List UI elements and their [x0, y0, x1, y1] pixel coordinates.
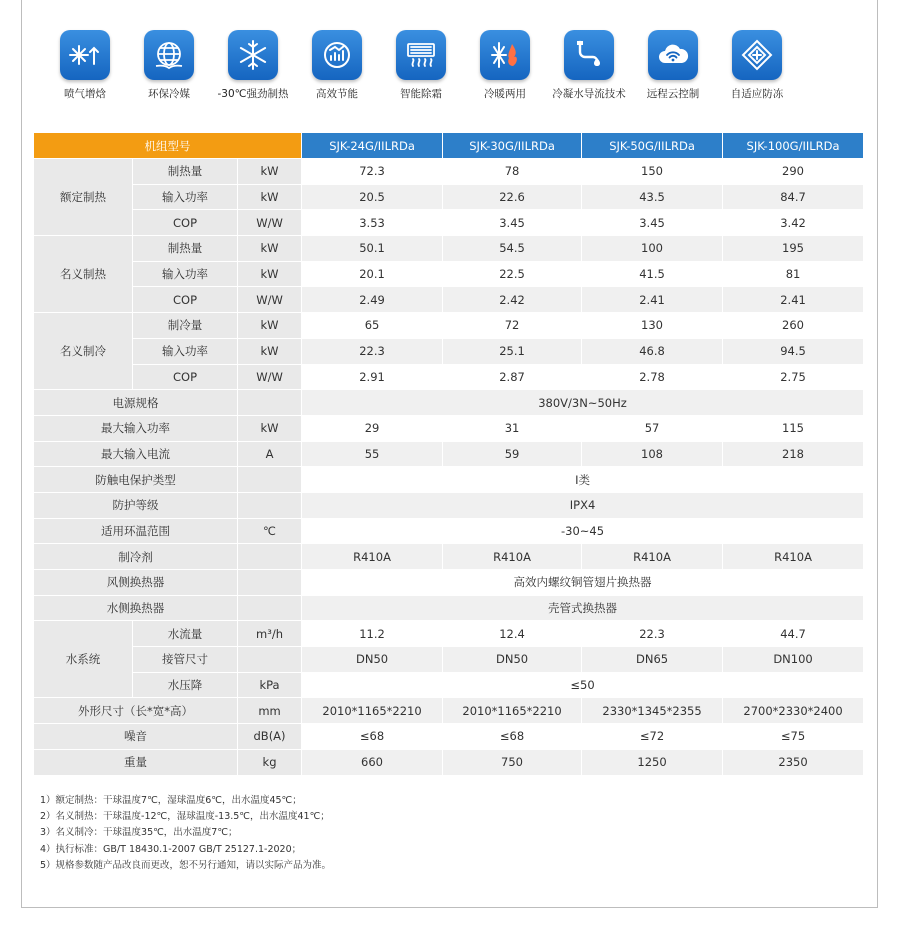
value-cell: 22.3 — [582, 621, 723, 647]
row-label: 制冷量 — [133, 313, 238, 339]
table-row — [34, 159, 864, 185]
value-cell: ≤75 — [723, 724, 864, 750]
value-cell: 2.91 — [302, 364, 443, 390]
feature-item — [40, 30, 130, 101]
row-label: 风侧换热器 — [34, 570, 238, 596]
unit-cell: mm — [238, 698, 302, 724]
row-label: 最大输入功率 — [34, 415, 238, 441]
row-label: COP — [133, 364, 238, 390]
value-cell: 41.5 — [582, 261, 723, 287]
unit-cell: kW — [238, 415, 302, 441]
row-label: 输入功率 — [133, 338, 238, 364]
row-label: 防护等级 — [34, 492, 238, 518]
row-label: 制冷剂 — [34, 544, 238, 570]
feature-label: -30℃强劲制热 — [217, 88, 289, 100]
feature-item — [292, 30, 382, 101]
snowflake-icon — [228, 30, 278, 80]
feature-item — [208, 30, 298, 101]
value-cell: 3.42 — [723, 210, 864, 236]
unit-cell: kW — [238, 236, 302, 262]
unit-cell: kW — [238, 313, 302, 339]
feature-label: 智能除霜 — [400, 88, 442, 100]
table-row — [34, 261, 864, 287]
row-label: 水侧换热器 — [34, 595, 238, 621]
value-cell: 2700*2330*2400 — [723, 698, 864, 724]
unit-cell: W/W — [238, 210, 302, 236]
row-label: 输入功率 — [133, 184, 238, 210]
row-label: 最大输入电流 — [34, 441, 238, 467]
cloud-wifi-icon — [648, 30, 698, 80]
value-cell: ≤68 — [302, 724, 443, 750]
value-cell: 43.5 — [582, 184, 723, 210]
value-cell: 2.87 — [443, 364, 582, 390]
unit-cell: W/W — [238, 287, 302, 313]
value-cell: 44.7 — [723, 621, 864, 647]
value-cell: 2.41 — [723, 287, 864, 313]
value-cell: 55 — [302, 441, 443, 467]
table-row — [34, 338, 864, 364]
table-row — [34, 518, 864, 544]
unit-cell — [238, 647, 302, 673]
value-cell: 57 — [582, 415, 723, 441]
row-label: 水压降 — [133, 672, 238, 698]
value-cell: 29 — [302, 415, 443, 441]
unit-cell: kg — [238, 749, 302, 775]
unit-cell — [238, 544, 302, 570]
table-row — [34, 544, 864, 570]
value-cell: DN50 — [443, 647, 582, 673]
value-cell: 2.41 — [582, 287, 723, 313]
table-row — [34, 492, 864, 518]
value-cell: 12.4 — [443, 621, 582, 647]
table-row — [34, 621, 864, 647]
row-label: 制热量 — [133, 236, 238, 262]
row-label: 外形尺寸（长*宽*高） — [34, 698, 238, 724]
value-cell: 195 — [723, 236, 864, 262]
row-label: 输入功率 — [133, 261, 238, 287]
value-cell: R410A — [443, 544, 582, 570]
group-label: 额定制热 — [34, 159, 133, 236]
feature-label: 高效节能 — [316, 88, 358, 100]
table-row — [34, 647, 864, 673]
feature-icons-row — [40, 30, 880, 105]
value-cell: 2.75 — [723, 364, 864, 390]
table-row — [34, 390, 864, 416]
row-label: 适用环温范围 — [34, 518, 238, 544]
value-cell: 84.7 — [723, 184, 864, 210]
row-label: 制热量 — [133, 159, 238, 185]
table-row — [34, 313, 864, 339]
value-cell: 2.42 — [443, 287, 582, 313]
table-row — [34, 210, 864, 236]
unit-cell: kW — [238, 184, 302, 210]
value-cell: 660 — [302, 749, 443, 775]
unit-cell: m³/h — [238, 621, 302, 647]
footnote: 1）额定制热：干球温度7℃，湿球温度6℃，出水温度45℃； — [40, 795, 302, 806]
value-cell: 2.78 — [582, 364, 723, 390]
table-row — [34, 364, 864, 390]
value-cell: 3.53 — [302, 210, 443, 236]
diamond-snow-icon — [732, 30, 782, 80]
table-row — [34, 184, 864, 210]
value-cell: 2.49 — [302, 287, 443, 313]
feature-item — [712, 30, 802, 101]
table-row — [34, 441, 864, 467]
footnote: 2）名义制热：干球温度-12℃，湿球温度-13.5℃，出水温度41℃； — [40, 811, 330, 823]
row-label: 防触电保护类型 — [34, 467, 238, 493]
value-cell: 22.5 — [443, 261, 582, 287]
value-cell: DN100 — [723, 647, 864, 673]
unit-cell: A — [238, 441, 302, 467]
value-cell: 壳管式换热器 — [302, 595, 864, 621]
value-cell: I类 — [302, 467, 864, 493]
value-cell: 65 — [302, 313, 443, 339]
value-cell: 2010*1165*2210 — [302, 698, 443, 724]
gauge-icon — [312, 30, 362, 80]
unit-cell: dB(A) — [238, 724, 302, 750]
feature-item — [544, 30, 634, 101]
unit-cell: kPa — [238, 672, 302, 698]
defrost-icon — [396, 30, 446, 80]
value-cell: 59 — [443, 441, 582, 467]
table-row — [34, 724, 864, 750]
value-cell: 20.5 — [302, 184, 443, 210]
value-cell: 130 — [582, 313, 723, 339]
unit-cell — [238, 570, 302, 596]
value-cell: 高效内螺纹铜管翅片换热器 — [302, 570, 864, 596]
feature-label: 环保冷媒 — [148, 88, 190, 100]
value-cell: 100 — [582, 236, 723, 262]
feature-label: 远程云控制 — [646, 88, 700, 100]
spec-table — [33, 132, 864, 776]
row-label: 水流量 — [133, 621, 238, 647]
feature-item — [376, 30, 466, 101]
value-cell: 78 — [443, 159, 582, 185]
value-cell: 72.3 — [302, 159, 443, 185]
value-cell: 25.1 — [443, 338, 582, 364]
value-cell: 22.3 — [302, 338, 443, 364]
table-row — [34, 698, 864, 724]
unit-cell: ℃ — [238, 518, 302, 544]
value-cell: 22.6 — [443, 184, 582, 210]
row-label: 重量 — [34, 749, 238, 775]
unit-cell: kW — [238, 261, 302, 287]
value-cell: 54.5 — [443, 236, 582, 262]
footnotes — [40, 793, 331, 874]
value-cell: 150 — [582, 159, 723, 185]
model-col-3: SJK-50G/IILRDa — [582, 133, 723, 159]
value-cell: 11.2 — [302, 621, 443, 647]
value-cell: 750 — [443, 749, 582, 775]
feature-label: 喷气增焓 — [64, 88, 106, 100]
unit-cell — [238, 595, 302, 621]
value-cell: DN65 — [582, 647, 723, 673]
value-cell: 380V/3N~50Hz — [302, 390, 864, 416]
footnote: 3）名义制冷：干球温度35℃，出水温度7℃； — [40, 827, 238, 839]
value-cell: 218 — [723, 441, 864, 467]
value-cell: ≤72 — [582, 724, 723, 750]
value-cell: R410A — [582, 544, 723, 570]
feature-label: 冷暖两用 — [484, 88, 526, 100]
snowflake-up-icon — [60, 30, 110, 80]
row-label: COP — [133, 210, 238, 236]
value-cell: 72 — [443, 313, 582, 339]
unit-cell: W/W — [238, 364, 302, 390]
value-cell: 50.1 — [302, 236, 443, 262]
unit-cell: kW — [238, 159, 302, 185]
value-cell: 81 — [723, 261, 864, 287]
footnote: 5）规格参数随产品改良而更改，恕不另行通知，请以实际产品为准。 — [40, 859, 332, 871]
table-header-row — [34, 133, 864, 159]
row-label: 接管尺寸 — [133, 647, 238, 673]
feature-item — [460, 30, 550, 101]
value-cell: 3.45 — [582, 210, 723, 236]
value-cell: 94.5 — [723, 338, 864, 364]
row-label: 电源规格 — [34, 390, 238, 416]
pipe-drop-icon — [564, 30, 614, 80]
table-row — [34, 415, 864, 441]
group-label: 水系统 — [34, 621, 133, 698]
unit-cell — [238, 390, 302, 416]
footnote: 4）执行标准：GB/T 18430.1-2007 GB/T 25127.1-2020； — [40, 843, 302, 855]
value-cell: 290 — [723, 159, 864, 185]
value-cell: 2330*1345*2355 — [582, 698, 723, 724]
value-cell: IPX4 — [302, 492, 864, 518]
value-cell: DN50 — [302, 647, 443, 673]
unit-cell — [238, 467, 302, 493]
table-row — [34, 595, 864, 621]
value-cell: -30~45 — [302, 518, 864, 544]
model-col-1: SJK-24G/IILRDa — [302, 133, 443, 159]
table-row — [34, 570, 864, 596]
feature-label: 自适应防冻 — [730, 88, 784, 100]
globe-leaf-icon — [144, 30, 194, 80]
table-row — [34, 749, 864, 775]
value-cell: 108 — [582, 441, 723, 467]
value-cell: 3.45 — [443, 210, 582, 236]
value-cell: ≤50 — [302, 672, 864, 698]
group-label: 名义制冷 — [34, 313, 133, 390]
value-cell: 1250 — [582, 749, 723, 775]
model-col-4: SJK-100G/IILRDa — [723, 133, 864, 159]
table-row — [34, 236, 864, 262]
row-label: COP — [133, 287, 238, 313]
group-label: 名义制热 — [34, 236, 133, 313]
table-row — [34, 287, 864, 313]
value-cell: ≤68 — [443, 724, 582, 750]
value-cell: R410A — [723, 544, 864, 570]
hot-cold-icon — [480, 30, 530, 80]
value-cell: 2350 — [723, 749, 864, 775]
table-row — [34, 467, 864, 493]
value-cell: 46.8 — [582, 338, 723, 364]
feature-label: 冷凝水导流技术 — [552, 88, 626, 100]
value-cell: 260 — [723, 313, 864, 339]
value-cell: R410A — [302, 544, 443, 570]
value-cell: 20.1 — [302, 261, 443, 287]
model-col-2: SJK-30G/IILRDa — [443, 133, 582, 159]
model-header: 机组型号 — [34, 133, 302, 159]
value-cell: 115 — [723, 415, 864, 441]
feature-item — [124, 30, 214, 101]
unit-cell — [238, 492, 302, 518]
value-cell: 2010*1165*2210 — [443, 698, 582, 724]
table-row — [34, 672, 864, 698]
feature-item — [628, 30, 718, 101]
value-cell: 31 — [443, 415, 582, 441]
row-label: 噪音 — [34, 724, 238, 750]
unit-cell: kW — [238, 338, 302, 364]
